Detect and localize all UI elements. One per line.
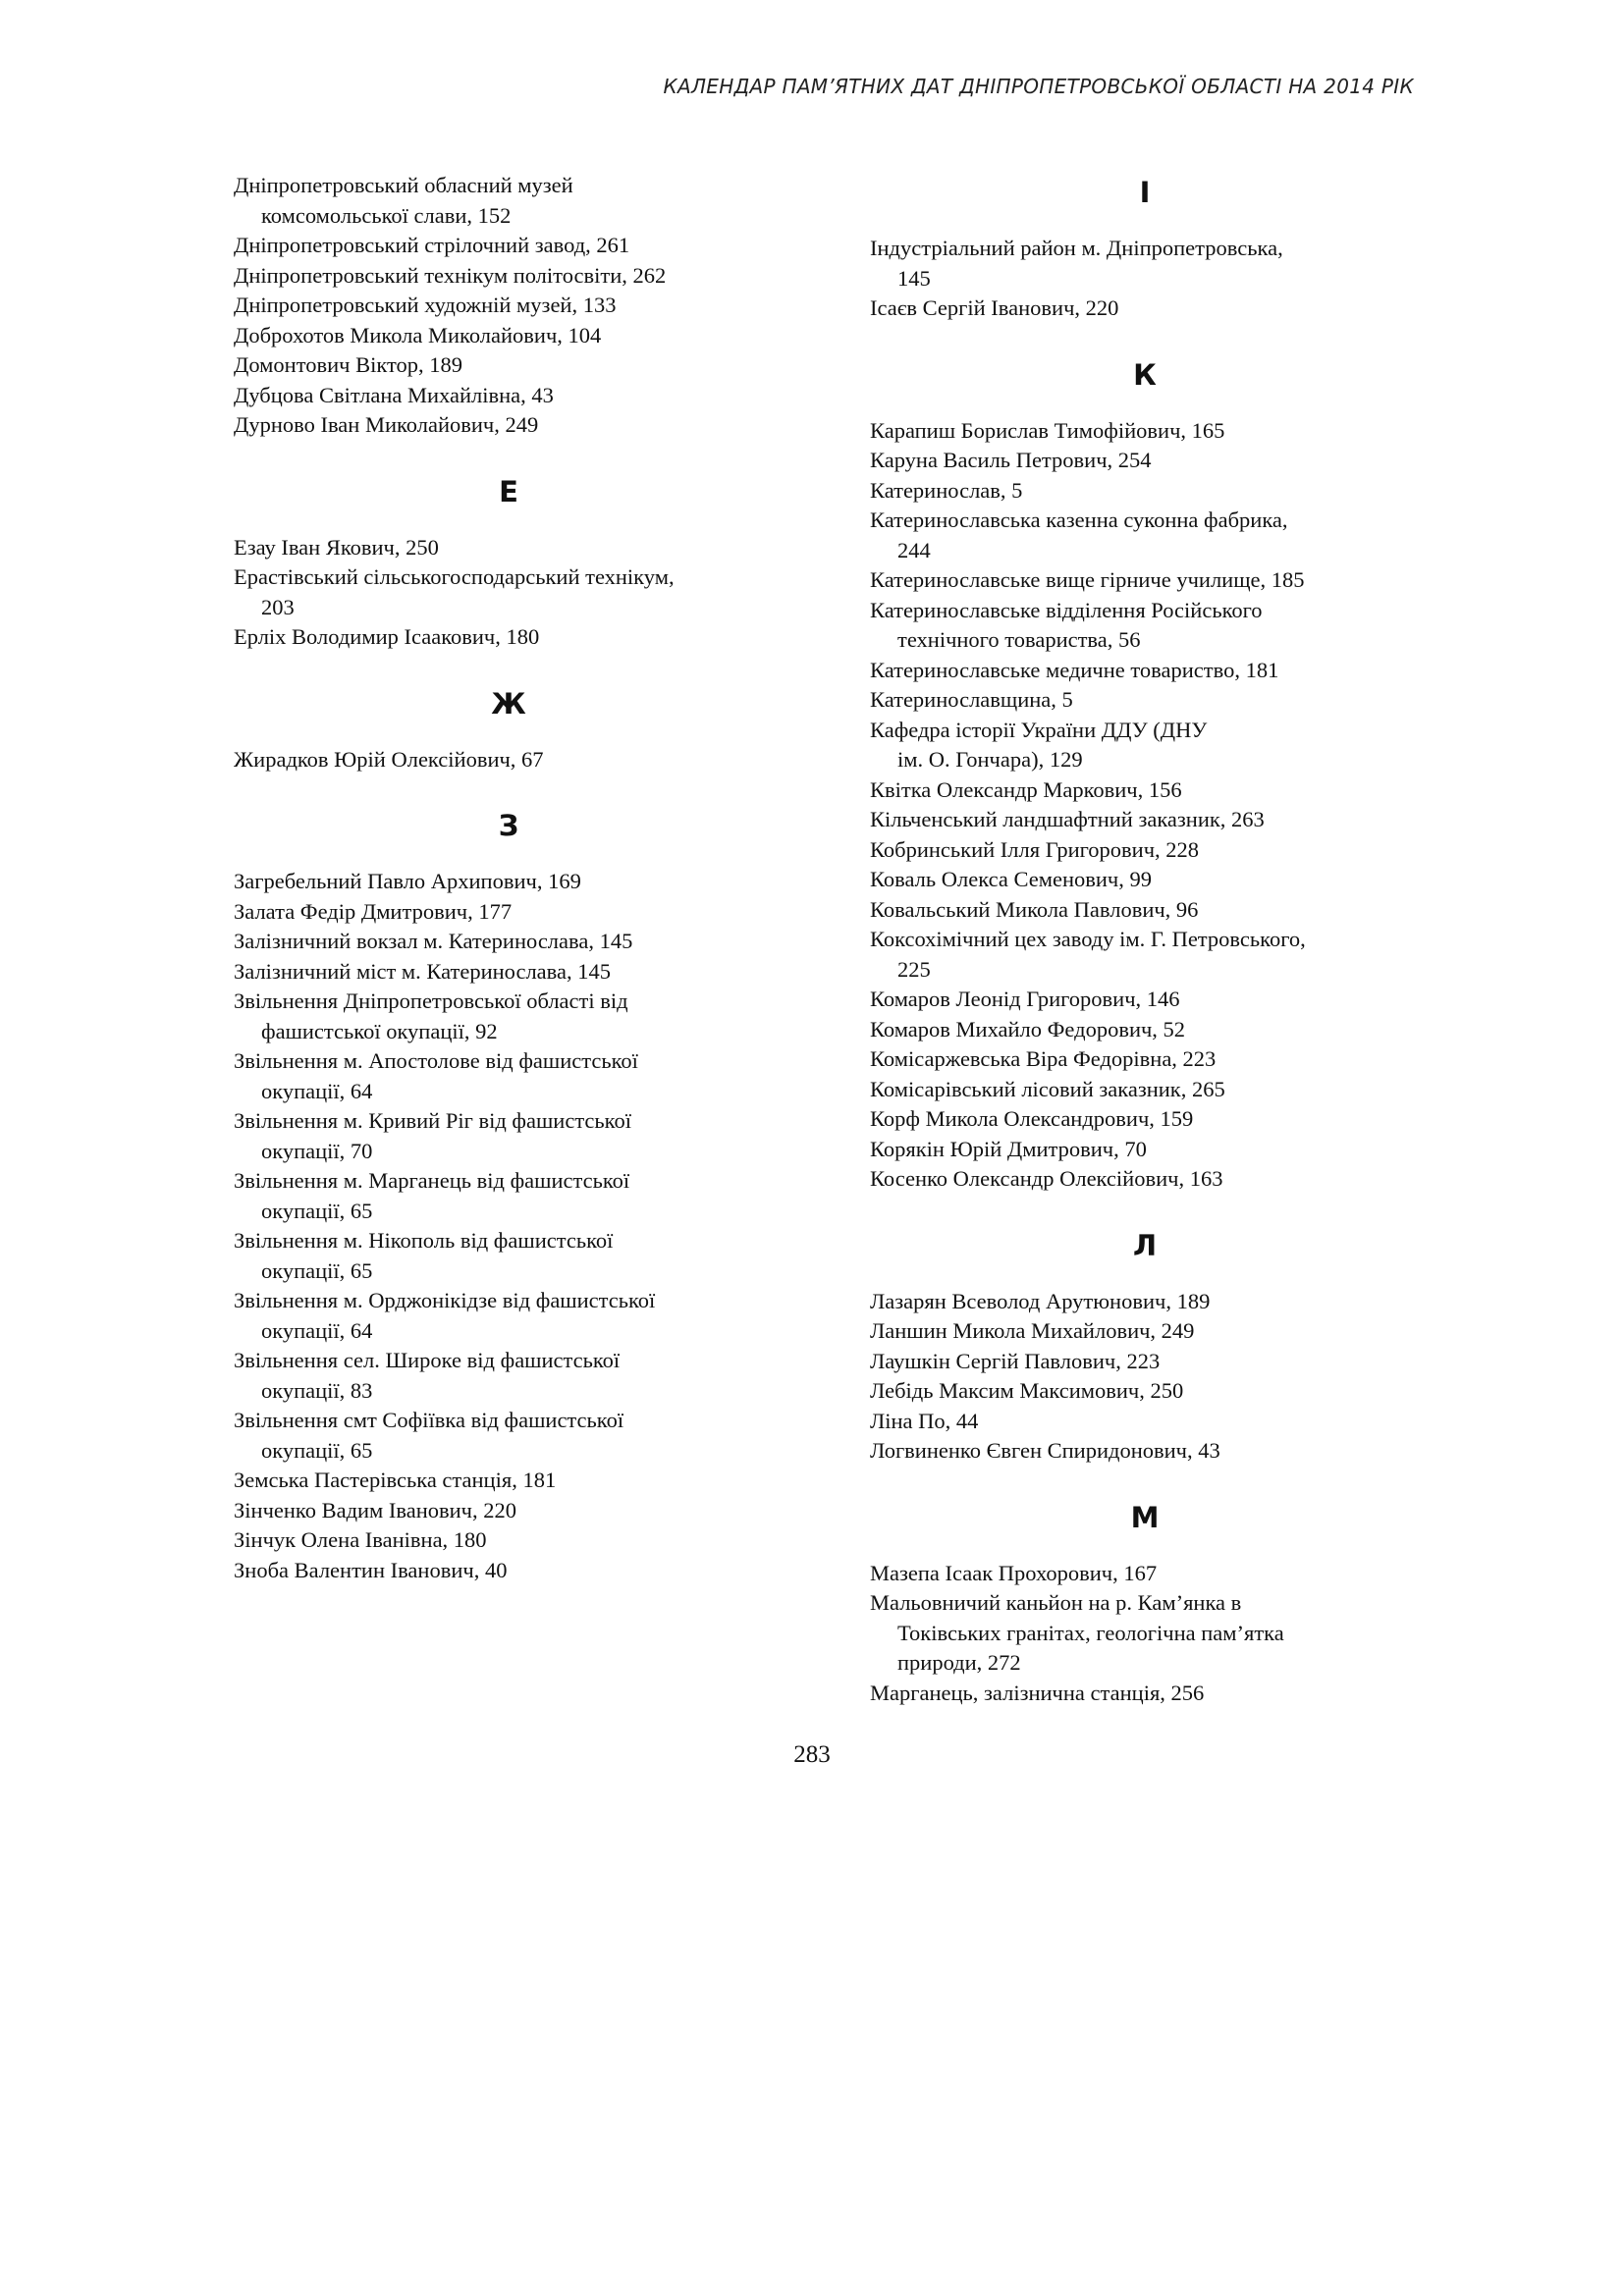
index-entry: Кобринський Ілля Григорович, 228 [870,836,1200,862]
index-column-left [234,171,784,1585]
index-entry: Мазепа Ісаак Прохорович, 167 [870,1560,1158,1585]
section-letter-heading: І [1139,176,1151,209]
index-entry: Дубцова Світлана Михайлівна, 43 [234,382,554,407]
page-number: 283 [793,1741,831,1768]
section-letter-heading: М [1130,1500,1160,1534]
index-entry: Звільнення м. Нікополь від фашистської окупації, 65 [234,1228,614,1283]
index-entry: Звільнення Дніпропетровської області від фашистської окупації, 92 [234,988,628,1043]
index-entry: Марганець, залізнична станція, 256 [870,1680,1205,1705]
index-entry: Комаров Михайло Федорович, 52 [870,1016,1186,1041]
index-entry: Звільнення м. Орджонікідзе від фашистської окупації, 64 [234,1288,656,1343]
index-entry: Катеринослав, 5 [870,477,1023,503]
index-entry: Косенко Олександр Олексійович, 163 [870,1166,1223,1191]
index-entry: Залізничний міст м. Катеринослава, 145 [234,958,611,984]
index-entries [234,867,784,1585]
index-entry: Комісарівський лісовий заказник, 265 [870,1076,1225,1101]
index-entry: Доброхотов Микола Миколайович, 104 [234,322,602,347]
index-entry: Зноба Валентин Іванович, 40 [234,1557,508,1582]
index-entry: Загребельний Павло Архипович, 169 [234,869,581,893]
index-entry: Дніпропетровський стрілочний завод, 261 [234,233,630,257]
index-entry: Звільнення м. Марганець від фашистської окупації, 65 [234,1168,630,1223]
index-entries-continued [234,171,784,441]
index-entry: Катеринославське медичне товариство, 181 [870,657,1279,682]
index-entry: Лазарян Всеволод Арутюнович, 189 [870,1288,1211,1313]
index-entry: Ліна По, 44 [870,1408,979,1433]
running-header: КАЛЕНДАР ПАМ’ЯТНИХ ДАТ ДНІПРОПЕТРОВСЬКОЇ ОБЛАСТІ НА 2014 РІК [663,75,1414,98]
index-entries [870,1559,1420,1709]
index-entry: Коваль Олекса Семенович, 99 [870,867,1152,891]
index-entry: Залізничний вокзал м. Катеринослава, 145 [234,929,633,953]
index-entry: Ковальський Микола Павлович, 96 [870,896,1199,922]
index-entry: Ерастівський сільськогосподарський технікум, 203 [234,564,675,619]
index-entries [234,533,784,653]
index-entry: Кафедра історії України ДДУ (ДНУ ім. О. Гончара), 129 [870,717,1208,772]
index-entry: Комісаржевська Віра Федорівна, 223 [870,1046,1217,1071]
index-entry: Каруна Василь Петрович, 254 [870,448,1152,472]
index-entry: Квітка Олександр Маркович, 156 [870,776,1182,802]
index-entry: Лаушкін Сергій Павлович, 223 [870,1348,1161,1373]
index-entry: Дніпропетровський обласний музей комсомольської слави, 152 [234,173,573,228]
index-entry: Катеринославське вище гірниче училище, 185 [870,567,1305,592]
index-entries [870,1287,1420,1467]
index-entry: Ланшин Микола Михайлович, 249 [870,1318,1195,1343]
section-letter-heading: Л [1132,1228,1158,1262]
index-entry: Залата Федір Дмитрович, 177 [234,898,513,924]
section-letter-heading: З [498,809,519,842]
index-entry: Логвиненко Євген Спиридонович, 43 [870,1438,1220,1463]
index-entry: Зінчук Олена Іванівна, 180 [234,1527,487,1552]
index-entry: Коксохімічний цех заводу ім. Г. Петровського, 225 [870,927,1306,982]
index-entry: Катеринославська казенна суконна фабрика, 244 [870,507,1288,562]
index-entry: Кільченський ландшафтний заказник, 263 [870,807,1265,831]
index-entry: Катеринославське відділення Російського технічного товариства, 56 [870,597,1263,652]
index-entry: Жирадков Юрій Олексійович, 67 [234,746,544,772]
index-entry: Земська Пастерівська станція, 181 [234,1468,557,1492]
index-entry: Звільнення смт Софіївка від фашистської окупації, 65 [234,1408,624,1463]
section-letter-heading: Ж [491,686,526,721]
index-entry: Звільнення м. Апостолове від фашистської окупації, 64 [234,1048,638,1103]
index-entry: Індустріальний район м. Дніпропетровська, 145 [870,236,1283,291]
index-entry: Ерліх Володимир Ісаакович, 180 [234,624,540,649]
index-entry: Звільнення сел. Широке від фашистської окупації, 83 [234,1348,621,1403]
index-entry: Ісаєв Сергій Іванович, 220 [870,295,1119,320]
index-entries [870,234,1420,324]
index-entry: Катеринославщина, 5 [870,687,1073,712]
index-entry: Корякін Юрій Дмитрович, 70 [870,1136,1147,1161]
index-entry: Комаров Леонід Григорович, 146 [870,987,1180,1011]
section-letter-heading: К [1133,357,1157,392]
index-entry: Лебідь Максим Максимович, 250 [870,1378,1184,1403]
index-entry: Езау Іван Якович, 250 [234,534,439,560]
index-entry: Зінченко Вадим Іванович, 220 [234,1497,516,1522]
index-entries [234,745,784,775]
index-entries [870,416,1420,1195]
index-entry: Корф Микола Олександрович, 159 [870,1106,1194,1131]
index-column-right [870,171,1420,1708]
index-entry: Карапиш Борислав Тимофійович, 165 [870,417,1225,443]
index-entry: Дніпропетровський художній музей, 133 [234,293,617,317]
index-entry: Дніпропетровський технікум політосвіти, 262 [234,262,667,288]
section-letter-heading: Е [499,474,518,508]
index-entry: Мальовничий каньйон на р. Кам’янка в Токівських гранітах, геологічна пам’ятка природи, 272 [870,1590,1284,1675]
index-entry: Дурново Іван Миколайович, 249 [234,412,539,437]
index-entry: Звільнення м. Кривий Ріг від фашистської окупації, 70 [234,1108,631,1163]
index-entry: Домонтович Віктор, 189 [234,352,463,377]
